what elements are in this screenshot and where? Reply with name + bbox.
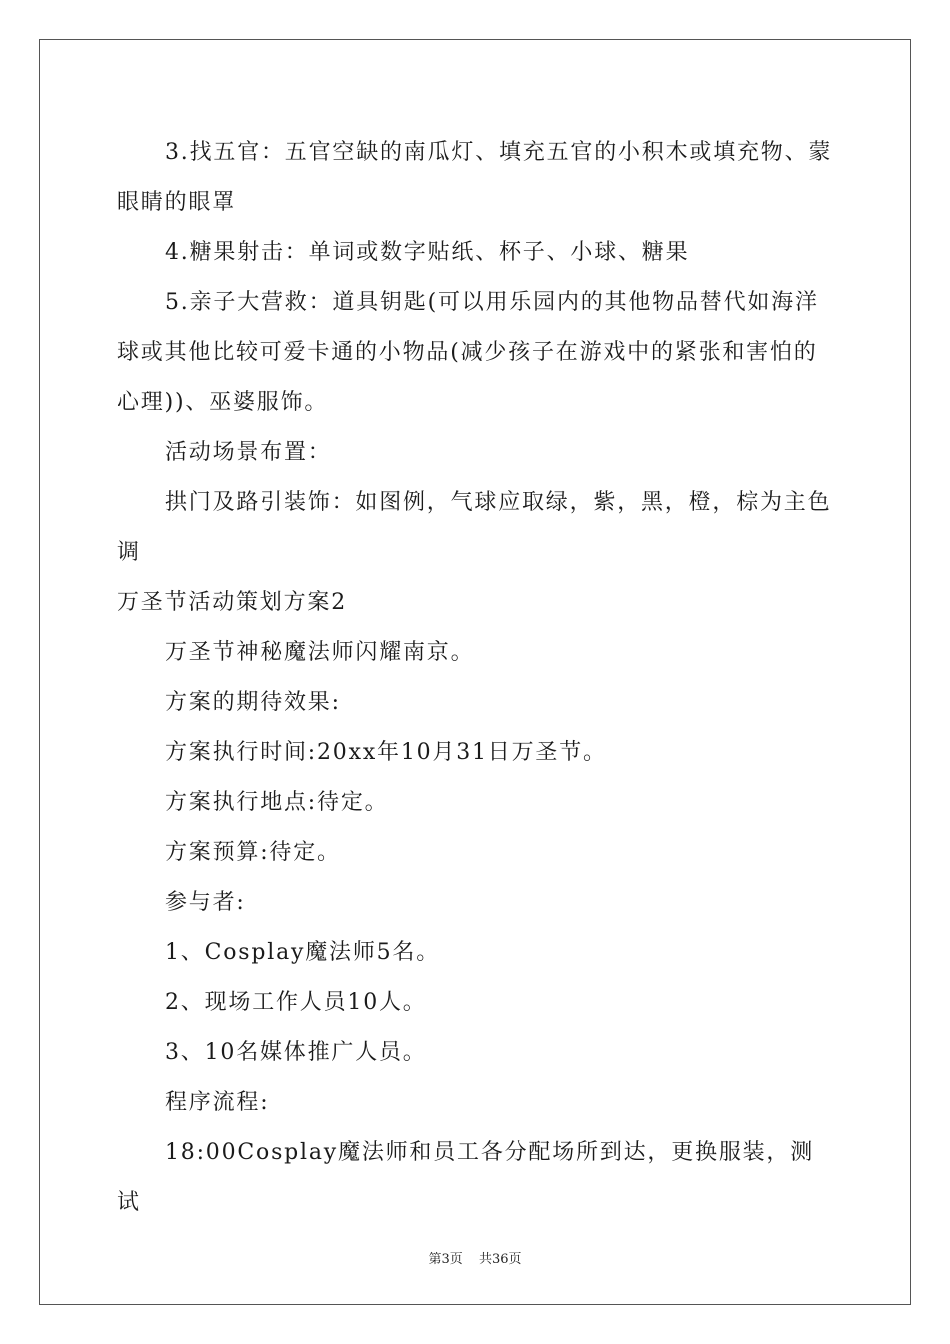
list-item-participant-1: 1、Cosplay魔法师5名。 bbox=[165, 940, 441, 965]
page-total: 共36页 bbox=[478, 1252, 522, 1267]
paragraph-process: 程序流程: bbox=[165, 1090, 270, 1115]
document-section-title: 万圣节活动策划方案2 bbox=[117, 590, 347, 615]
list-item-participant-2: 2、现场工作人员10人。 bbox=[165, 990, 427, 1015]
paragraph-expected-effect: 方案的期待效果: bbox=[165, 690, 341, 715]
paragraph-item-4: 4.糖果射击：单词或数字贴纸、杯子、小球、糖果 bbox=[165, 240, 690, 265]
paragraph-item-5: 5.亲子大营救：道具钥匙(可以用乐园内的其他物品替代如海洋球或其他比较可爱卡通的小物品(减少孩子在游戏中的紧张和害怕的心理))、巫婆服饰。 bbox=[117, 290, 819, 415]
page-footer bbox=[0, 1248, 950, 1267]
paragraph-location: 方案执行地点:待定。 bbox=[165, 790, 389, 815]
page-number: 第3页 bbox=[428, 1252, 463, 1267]
paragraph-participants: 参与者: bbox=[165, 890, 246, 915]
paragraph-item-3: 3.找五官：五官空缺的南瓜灯、填充五官的小积木或填充物、蒙眼睛的眼罩 bbox=[117, 140, 833, 215]
paragraph-time: 方案执行时间:20xx年10月31日万圣节。 bbox=[165, 740, 607, 765]
list-item-participant-3: 3、10名媒体推广人员。 bbox=[165, 1040, 427, 1065]
paragraph-decoration: 拱门及路引装饰：如图例，气球应取绿，紫，黑，橙，棕为主色调 bbox=[117, 490, 832, 565]
document-body bbox=[117, 128, 835, 1228]
paragraph-process-step-1: 18:00Cosplay魔法师和员工各分配场所到达，更换服装，测试 bbox=[117, 1140, 815, 1215]
paragraph-theme: 万圣节神秘魔法师闪耀南京。 bbox=[165, 640, 475, 665]
section-heading-scene: 活动场景布置： bbox=[165, 440, 332, 465]
paragraph-budget: 方案预算:待定。 bbox=[165, 840, 341, 865]
